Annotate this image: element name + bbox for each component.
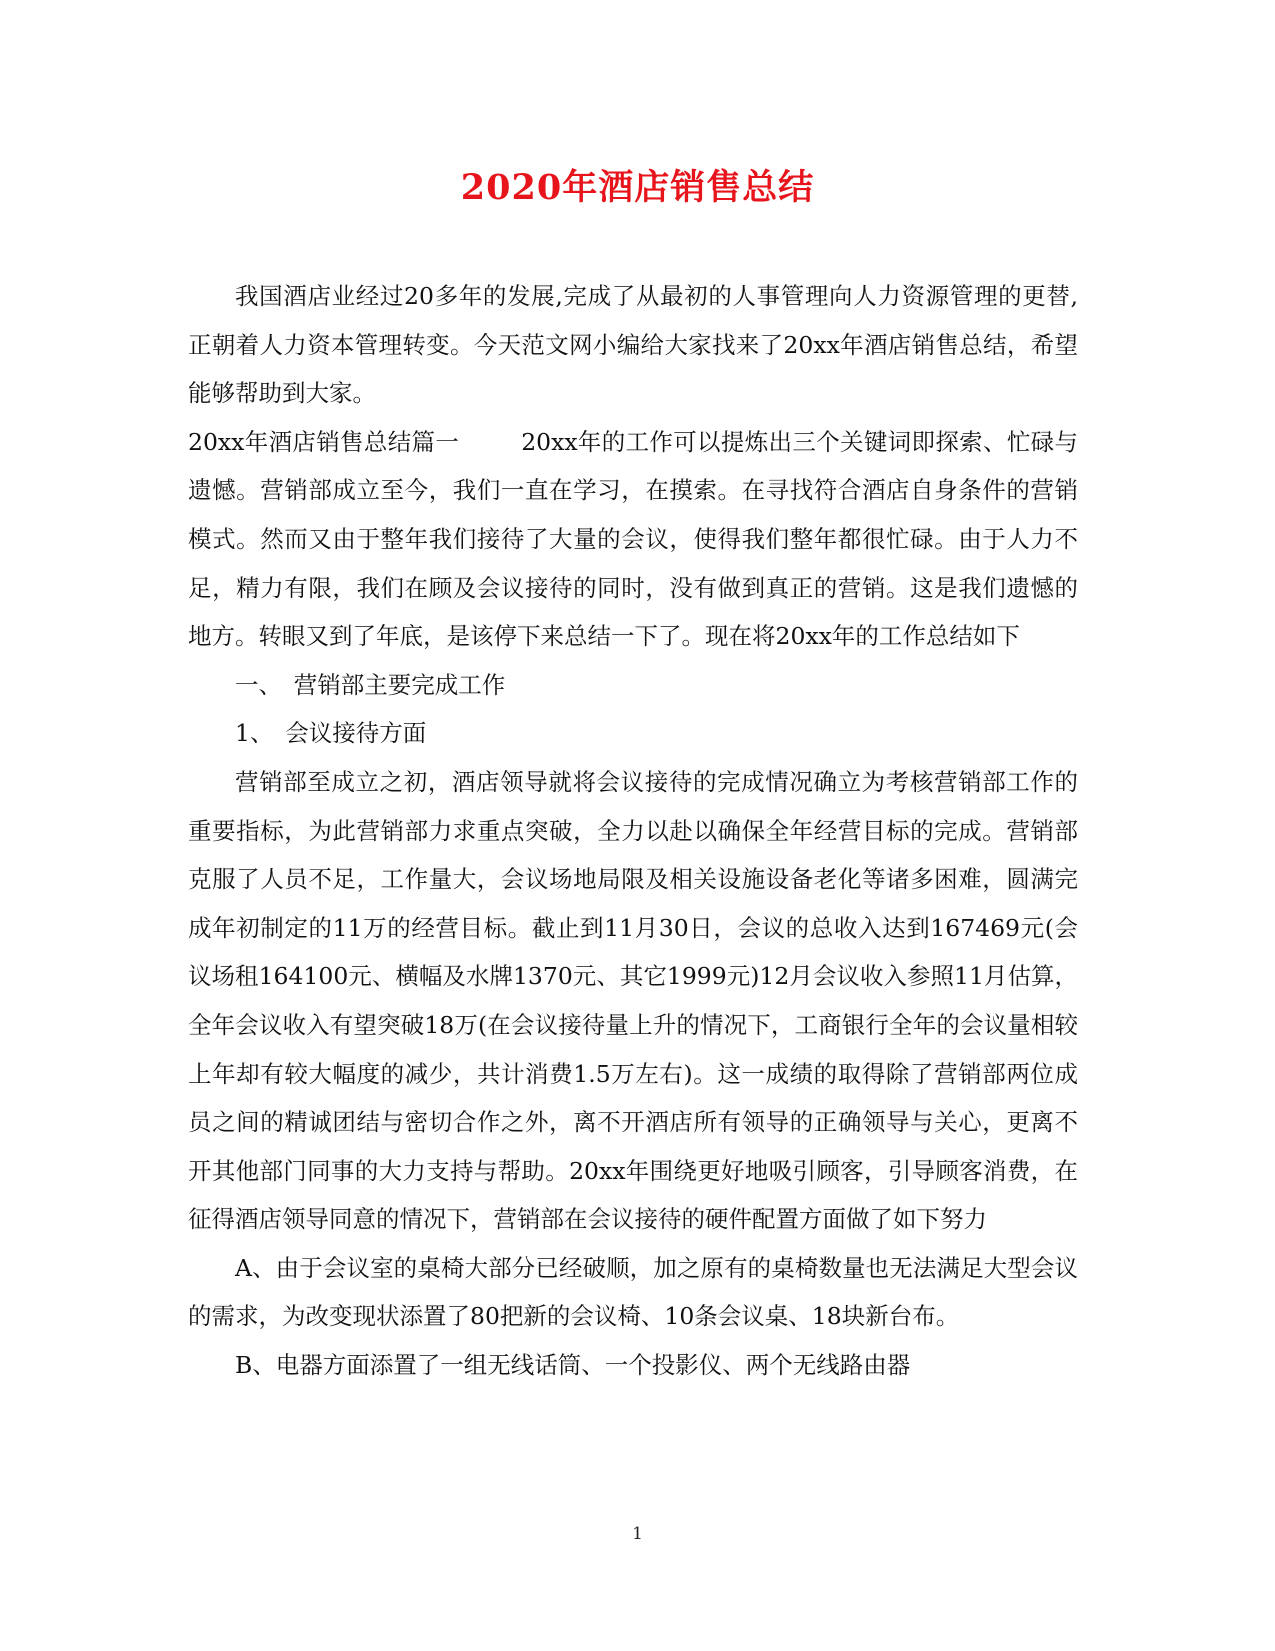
subsection-heading-1: 1、 会议接待方面 (235, 719, 427, 748)
document-title: 2020年酒店销售总结 (460, 167, 815, 208)
intro-paragraph: 我国酒店业经过20多年的发展,完成了从最初的人事管理向人力资源管理的更替,正朝着人力资本管理转变。今天范文网小编给大家找来了20xx年酒店销售总结，希望能够帮助到大家。 (188, 282, 1078, 408)
part1-heading: 20xx年酒店销售总结篇一 (188, 427, 460, 456)
page-number: 1 (632, 1524, 643, 1544)
section-heading-1: 一、 营销部主要完成工作 (235, 670, 506, 699)
meeting-paragraph: 营销部至成立之初，酒店领导就将会议接待的完成情况确立为考核营销部工作的重要指标，为此营销部力求重点突破，全力以赴以确保全年经营目标的完成。营销部克服了人员不足，工作量大，会议场地局限及相关设施设备老化等诸多困难，圆满完成年初制定的11万的经营目标。截止到11月30日，会议的总收入达到167469元(会议场租164100元、横幅及水牌1370元、其它1999元)12月会议收入参照11月估算，全年会议收入有望突破18万(在会议接待量上升的情况下，工商银行全年的会议量相较上年却有较大幅度的减少，共计消费1.5万左右)。这一成绩的取得除了营销部两位成员之间的精诚团结与密切合作之外，离不开酒店所有领导的正确领导与关心，更离不开其他部门同事的大力支持与帮助。20xx年围绕更好地吸引顾客，引导顾客消费，在征得酒店领导同意的情况下，营销部在会议接待的硬件配置方面做了如下努力 (188, 767, 1078, 1234)
document-body (188, 272, 1078, 1390)
part1-paragraph (188, 418, 1078, 661)
item-b-paragraph: B、电器方面添置了一组无线话筒、一个投影仪、两个无线路由器 (235, 1351, 911, 1380)
item-a-paragraph: A、由于会议室的桌椅大部分已经破顺，加之原有的桌椅数量也无法满足大型会议的需求，为改变现状添置了80把新的会议椅、10条会议桌、18块新台布。 (188, 1253, 1078, 1331)
part1-text: 20xx年的工作可以提炼出三个关键词即探索、忙碌与遗憾。营销部成立至今，我们一直在学习，在摸索。在寻找符合酒店自身条件的营销模式。然而又由于整年我们接待了大量的会议，使得我们整年都很忙碌。由于人力不足，精力有限，我们在顾及会议接待的同时，没有做到真正的营销。这是我们遗憾的地方。转眼又到了年底，是该停下来总结一下了。现在将20xx年的工作总结如下 (188, 427, 1078, 651)
